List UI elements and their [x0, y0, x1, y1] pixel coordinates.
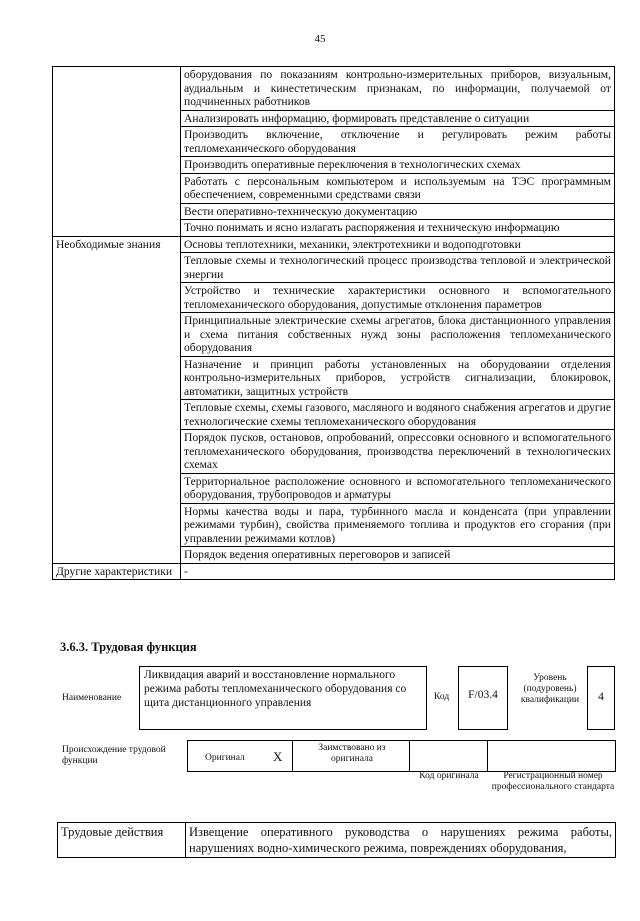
- knowledge-item: Устройство и технические характеристики основного и вспомогательного тепломеханического оборудования, допустимые отклонения параметров: [181, 283, 615, 313]
- other-value: -: [181, 563, 615, 580]
- knowledge-item: Принципиальные электрические схемы агрегатов, блока дистанционного управления и схема питания собственных нужд зоны расположения тепломеханического оборудования: [181, 313, 615, 357]
- labor-actions-text: Извещение оперативного руководства о нарушениях режима работы, нарушениях водно-химического режима, повреждениях оборудования,: [186, 823, 616, 858]
- level-value: 4: [587, 666, 615, 730]
- skill-item: Вести оперативно-техническую документацию: [181, 203, 615, 220]
- knowledge-label: Необходимые знания: [53, 236, 181, 563]
- borrowed-label: Заимствовано из оригинала: [318, 743, 386, 764]
- origin-reg-cell: [487, 740, 616, 772]
- knowledge-item: Территориальное расположение основного и вспомогательного тепломеханического оборудования, трубопроводов и арматуры: [181, 473, 615, 503]
- origin-label: Происхождение трудовой функции: [62, 745, 166, 766]
- labor-actions-label: Трудовые действия: [58, 823, 186, 858]
- other-label: Другие характеристики: [53, 563, 181, 580]
- skill-item: Точно понимать и ясно излагать распоряжения и техническую информацию: [181, 220, 615, 237]
- function-name: Ликвидация аварий и восстановление нормального режима работы тепломеханического оборудования со щита дистанционного управления: [139, 666, 427, 730]
- level-label: Уровень (подуровень) квалификации: [520, 673, 580, 705]
- knowledge-item: Назначение и принцип работы установленных на оборудовании отделения контрольно-измерительных приборов, устройств сигнализации, блокировок, автоматики, защитных устройств: [181, 356, 615, 400]
- knowledge-item: Нормы качества воды и пара, турбинного масла и конденсата (при управлении режимами турбин), свойства применяемого топлива и продуктов его сгорания (при управлении режимами котлов): [181, 503, 615, 547]
- knowledge-item: Тепловые схемы, схемы газового, масляного и водяного снабжения агрегатов и другие технологические схемы тепломеханического оборудования: [181, 400, 615, 430]
- page-number: 45: [314, 33, 326, 45]
- table-row: [53, 236, 615, 253]
- original-label: Оригинал: [205, 753, 245, 763]
- origin-code-caption: Код оригинала: [419, 771, 479, 781]
- origin-reg-caption: Регистрационный номер профессионального стандарта: [491, 771, 615, 792]
- table-row: [58, 823, 616, 858]
- original-mark: X: [273, 749, 283, 764]
- skill-item: Анализировать информацию, формировать представление о ситуации: [181, 110, 615, 127]
- skill-item: Работать с персональным компьютером и используемым на ТЭС программным обеспечением, современными средствами связи: [181, 173, 615, 203]
- knowledge-item: Тепловые схемы и технологический процесс производства тепловой и электрической энергии: [181, 253, 615, 283]
- requirements-table: [52, 66, 615, 580]
- knowledge-item: Основы теплотехники, механики, электротехники и водоподготовки: [181, 236, 615, 253]
- knowledge-item: Порядок пусков, остановов, опробований, опрессовки основного и вспомогательного тепломеханического оборудования, производства переключений в технологических схемах: [181, 430, 615, 474]
- labor-actions-table: [57, 822, 616, 858]
- name-label: Наименование: [62, 693, 122, 703]
- knowledge-item: Порядок ведения оперативных переговоров и записей: [181, 547, 615, 564]
- skills-label-cell: [53, 67, 181, 237]
- origin-code-cell: [409, 740, 488, 772]
- table-row: [53, 67, 615, 111]
- function-code: F/03.4: [458, 666, 508, 730]
- section-title: 3.6.3. Трудовая функция: [60, 640, 197, 654]
- code-label: Код: [434, 692, 450, 702]
- table-row: [53, 563, 615, 580]
- skill-item: оборудования по показаниям контрольно-измерительных приборов, визуальным, аудиальным и кинестетическим признакам, по информации, получаемой от подчиненных работников: [181, 67, 615, 111]
- skill-item: Производить включение, отключение и регулировать режим работы тепломеханического оборудования: [181, 127, 615, 157]
- skill-item: Производить оперативные переключения в технологических схемах: [181, 157, 615, 174]
